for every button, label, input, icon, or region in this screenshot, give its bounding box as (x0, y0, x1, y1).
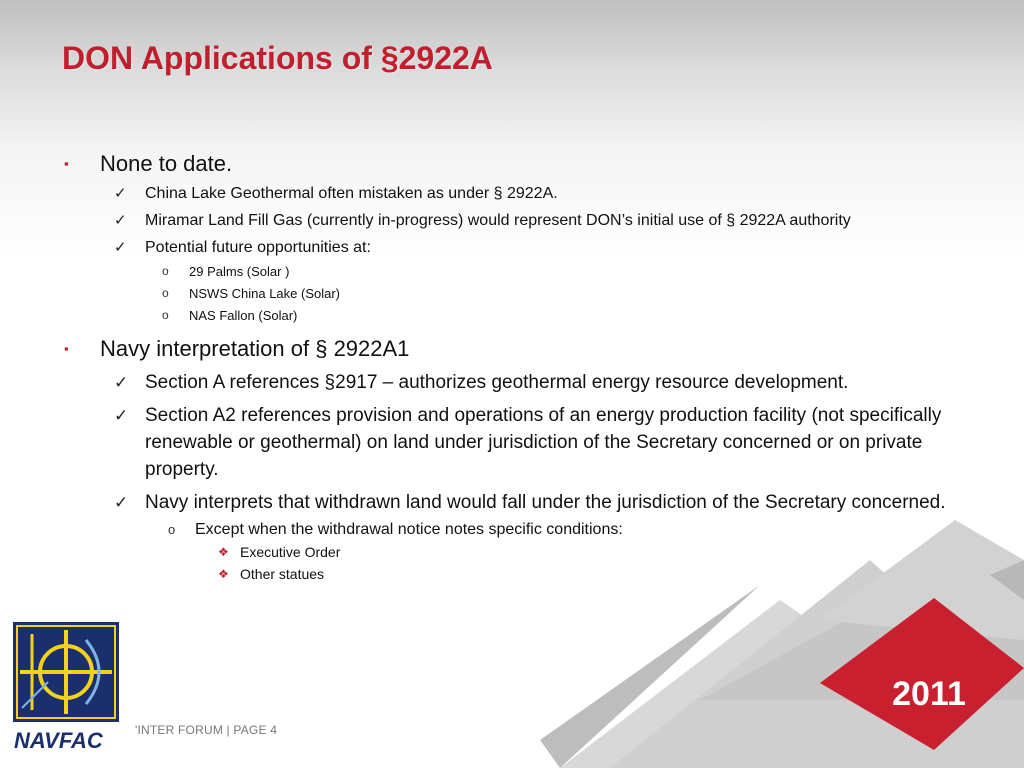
bullet-text: China Lake Geothermal often mistaken as under § 2922A. (145, 185, 558, 202)
footer-page-label: 'INTER FORUM | PAGE 4 (135, 723, 278, 737)
diamond-bullet-executive-order (62, 541, 962, 563)
diamond-bullet-other-statues (62, 563, 962, 585)
bullet-text: Executive Order (240, 544, 341, 560)
logo-text: NAVFAC (14, 728, 103, 753)
bullet-navy-interpretation (62, 335, 962, 363)
slide-content (62, 150, 962, 585)
circle-bullet-icon: o (168, 522, 176, 537)
sub-bullet-section-a2 (62, 402, 962, 483)
sub-bullet-miramar (62, 209, 962, 232)
sub-bullet-section-a (62, 369, 962, 396)
sub-bullet-china-lake (62, 182, 962, 205)
bullet-text: 29 Palms (Solar ) (189, 264, 290, 279)
bullet-text: Potential future opportunities at: (145, 239, 371, 256)
bullet-text: None to date. (100, 151, 233, 176)
bullet-text: NSWS China Lake (Solar) (189, 286, 340, 301)
sub-sub-bullet-nsws-china-lake (62, 284, 962, 303)
checkmark-icon: ✓ (114, 493, 129, 512)
sub-sub-bullet-nas-fallon (62, 306, 962, 325)
sub-sub-bullet-exception (62, 519, 962, 541)
bullet-text: Navy interprets that withdrawn land would fall under the jurisdiction of the Secretary concerned. (145, 492, 946, 513)
checkmark-icon: ✓ (114, 239, 127, 256)
circle-bullet-icon: o (162, 308, 169, 322)
bullet-text: Miramar Land Fill Gas (currently in-progress) would represent DON’s initial use of § 2922A authority (145, 212, 851, 229)
checkmark-icon: ✓ (114, 185, 127, 202)
sub-sub-bullet-29-palms (62, 262, 962, 281)
square-bullet-icon: ▪ (64, 341, 69, 356)
navfac-logo (12, 620, 124, 755)
checkmark-icon: ✓ (114, 406, 129, 425)
diamond-bullet-icon: ❖ (218, 567, 229, 581)
bullet-none-to-date (62, 150, 962, 178)
square-bullet-icon: ▪ (64, 156, 69, 171)
bullet-text: Section A2 references provision and operations of an energy production facility (not specifically renewable or geothermal) on land under jurisdiction of the Secretary concerned or on private property. (145, 405, 942, 480)
year-badge-text: 2011 (892, 675, 966, 713)
sub-bullet-withdrawn-land (62, 489, 962, 516)
checkmark-icon: ✓ (114, 212, 127, 229)
slide-title: DON Applications of §2922A (62, 40, 493, 76)
bullet-text: Except when the withdrawal notice notes specific conditions: (195, 521, 623, 538)
bullet-text: Other statues (240, 566, 325, 582)
checkmark-icon: ✓ (114, 373, 129, 392)
circle-bullet-icon: o (162, 264, 169, 278)
sub-bullet-future-opportunities (62, 236, 962, 259)
bullet-text: Navy interpretation of § 2922A1 (100, 336, 410, 361)
bullet-text: NAS Fallon (Solar) (189, 308, 298, 323)
diamond-bullet-icon: ❖ (218, 545, 229, 559)
bullet-text: Section A references §2917 – authorizes geothermal energy resource development. (145, 372, 849, 393)
circle-bullet-icon: o (162, 286, 169, 300)
